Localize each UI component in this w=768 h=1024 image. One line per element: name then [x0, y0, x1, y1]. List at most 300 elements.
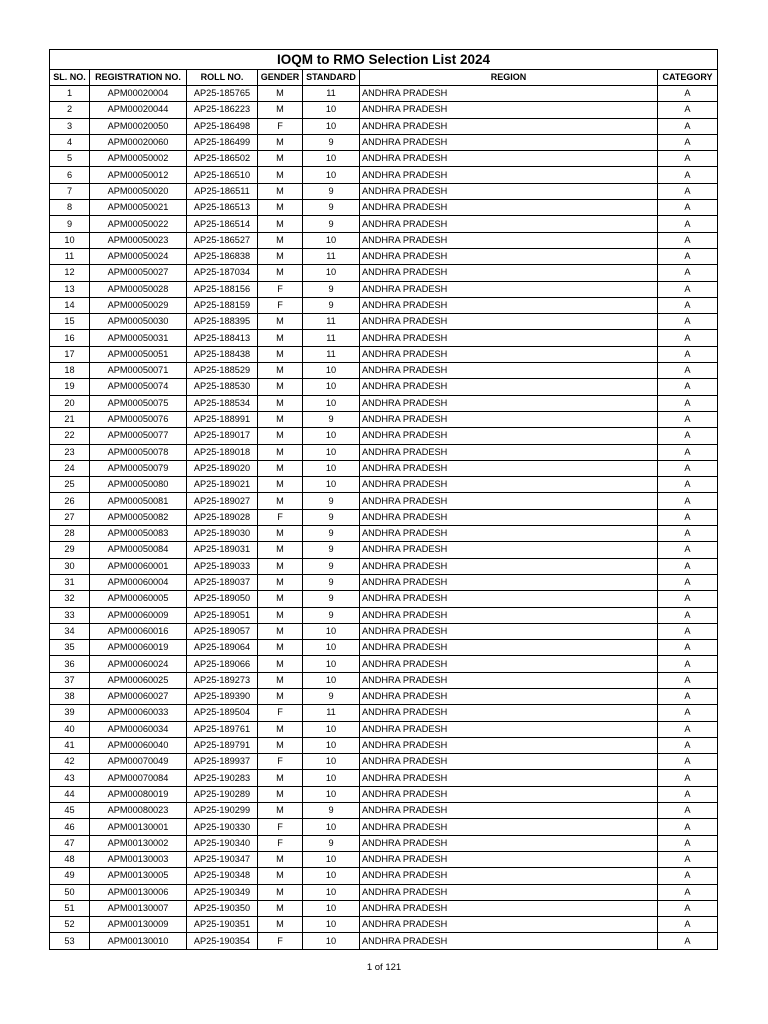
sl-no-cell: 34	[50, 623, 90, 639]
table-row	[50, 672, 718, 688]
region-cell: ANDHRA PRADESH	[360, 493, 658, 509]
roll-no-cell: AP25-189390	[187, 688, 258, 704]
gender-cell: M	[258, 460, 303, 476]
gender-cell: M	[258, 248, 303, 264]
table-row	[50, 265, 718, 281]
sl-no-cell: 48	[50, 851, 90, 867]
table-row	[50, 297, 718, 313]
gender-cell: M	[258, 151, 303, 167]
sl-no-cell: 25	[50, 477, 90, 493]
registration-no-cell: APM00050071	[90, 363, 187, 379]
registration-no-cell: APM00050028	[90, 281, 187, 297]
region-cell: ANDHRA PRADESH	[360, 607, 658, 623]
gender-cell: M	[258, 200, 303, 216]
sl-no-cell: 49	[50, 868, 90, 884]
sl-no-cell: 37	[50, 672, 90, 688]
roll-no-cell: AP25-190340	[187, 835, 258, 851]
table-row	[50, 917, 718, 933]
standard-cell: 10	[303, 167, 360, 183]
sl-no-cell: 51	[50, 900, 90, 916]
table-row	[50, 428, 718, 444]
roll-no-cell: AP25-189037	[187, 574, 258, 590]
table-row	[50, 640, 718, 656]
roll-no-cell: AP25-186499	[187, 134, 258, 150]
standard-cell: 10	[303, 721, 360, 737]
registration-no-cell: APM00060033	[90, 705, 187, 721]
standard-cell: 10	[303, 477, 360, 493]
region-cell: ANDHRA PRADESH	[360, 395, 658, 411]
page-number: 1 of 121	[366, 962, 402, 973]
table-row	[50, 86, 718, 102]
table-row	[50, 118, 718, 134]
roll-no-cell: AP25-190330	[187, 819, 258, 835]
roll-no-cell: AP25-185765	[187, 86, 258, 102]
table-row	[50, 591, 718, 607]
table-row	[50, 460, 718, 476]
roll-no-cell: AP25-189761	[187, 721, 258, 737]
category-cell: A	[658, 281, 718, 297]
category-cell: A	[658, 134, 718, 150]
category-cell: A	[658, 200, 718, 216]
sl-no-cell: 45	[50, 803, 90, 819]
roll-no-cell: AP25-186223	[187, 102, 258, 118]
sl-no-cell: 44	[50, 786, 90, 802]
standard-cell: 9	[303, 542, 360, 558]
sl-no-cell: 12	[50, 265, 90, 281]
table-row	[50, 363, 718, 379]
table-row	[50, 395, 718, 411]
category-cell: A	[658, 509, 718, 525]
standard-cell: 10	[303, 851, 360, 867]
category-cell: A	[658, 786, 718, 802]
category-cell: A	[658, 183, 718, 199]
table-row	[50, 216, 718, 232]
registration-no-cell: APM00050083	[90, 526, 187, 542]
registration-no-cell: APM00020060	[90, 134, 187, 150]
category-cell: A	[658, 363, 718, 379]
roll-no-cell: AP25-189504	[187, 705, 258, 721]
region-cell: ANDHRA PRADESH	[360, 819, 658, 835]
gender-cell: M	[258, 591, 303, 607]
roll-no-cell: AP25-190283	[187, 770, 258, 786]
table-row	[50, 900, 718, 916]
category-cell: A	[658, 737, 718, 753]
region-cell: ANDHRA PRADESH	[360, 933, 658, 949]
gender-cell: M	[258, 607, 303, 623]
roll-no-cell: AP25-188530	[187, 379, 258, 395]
standard-cell: 10	[303, 672, 360, 688]
region-cell: ANDHRA PRADESH	[360, 688, 658, 704]
category-cell: A	[658, 803, 718, 819]
registration-no-cell: APM00050020	[90, 183, 187, 199]
region-cell: ANDHRA PRADESH	[360, 314, 658, 330]
gender-cell: M	[258, 900, 303, 916]
registration-no-cell: APM00060027	[90, 688, 187, 704]
roll-no-cell: AP25-188529	[187, 363, 258, 379]
gender-cell: M	[258, 428, 303, 444]
sl-no-cell: 16	[50, 330, 90, 346]
standard-cell: 9	[303, 688, 360, 704]
sl-no-cell: 39	[50, 705, 90, 721]
gender-cell: M	[258, 623, 303, 639]
table-row	[50, 509, 718, 525]
selection-table	[49, 49, 718, 950]
table-row	[50, 754, 718, 770]
region-cell: ANDHRA PRADESH	[360, 477, 658, 493]
region-cell: ANDHRA PRADESH	[360, 102, 658, 118]
table-row	[50, 688, 718, 704]
registration-no-cell: APM00070084	[90, 770, 187, 786]
region-cell: ANDHRA PRADESH	[360, 917, 658, 933]
registration-no-cell: APM00060004	[90, 574, 187, 590]
category-cell: A	[658, 151, 718, 167]
gender-cell: M	[258, 379, 303, 395]
gender-cell: F	[258, 754, 303, 770]
region-cell: ANDHRA PRADESH	[360, 379, 658, 395]
category-cell: A	[658, 656, 718, 672]
table-row	[50, 330, 718, 346]
standard-cell: 10	[303, 640, 360, 656]
region-cell: ANDHRA PRADESH	[360, 183, 658, 199]
sl-no-cell: 28	[50, 526, 90, 542]
gender-cell: M	[258, 542, 303, 558]
standard-cell: 11	[303, 346, 360, 362]
roll-no-cell: AP25-189050	[187, 591, 258, 607]
roll-no-cell: AP25-188395	[187, 314, 258, 330]
region-cell: ANDHRA PRADESH	[360, 232, 658, 248]
roll-no-cell: AP25-188156	[187, 281, 258, 297]
category-cell: A	[658, 232, 718, 248]
gender-cell: M	[258, 134, 303, 150]
category-cell: A	[658, 411, 718, 427]
standard-cell: 10	[303, 151, 360, 167]
table-row	[50, 183, 718, 199]
roll-no-cell: AP25-186527	[187, 232, 258, 248]
sl-no-cell: 14	[50, 297, 90, 313]
registration-no-cell: APM00050077	[90, 428, 187, 444]
sl-no-cell: 46	[50, 819, 90, 835]
registration-no-cell: APM00130007	[90, 900, 187, 916]
table-row	[50, 200, 718, 216]
standard-cell: 11	[303, 248, 360, 264]
column-header-registration-no: REGISTRATION NO.	[90, 70, 187, 86]
region-cell: ANDHRA PRADESH	[360, 705, 658, 721]
table-row	[50, 542, 718, 558]
sl-no-cell: 10	[50, 232, 90, 248]
sl-no-cell: 9	[50, 216, 90, 232]
roll-no-cell: AP25-188991	[187, 411, 258, 427]
standard-cell: 10	[303, 656, 360, 672]
standard-cell: 9	[303, 591, 360, 607]
sl-no-cell: 26	[50, 493, 90, 509]
gender-cell: M	[258, 167, 303, 183]
registration-no-cell: APM00050031	[90, 330, 187, 346]
roll-no-cell: AP25-189051	[187, 607, 258, 623]
gender-cell: M	[258, 656, 303, 672]
standard-cell: 10	[303, 819, 360, 835]
gender-cell: M	[258, 314, 303, 330]
sl-no-cell: 30	[50, 558, 90, 574]
registration-no-cell: APM00080019	[90, 786, 187, 802]
registration-no-cell: APM00050084	[90, 542, 187, 558]
roll-no-cell: AP25-189028	[187, 509, 258, 525]
sl-no-cell: 4	[50, 134, 90, 150]
sl-no-cell: 47	[50, 835, 90, 851]
table-row	[50, 770, 718, 786]
sl-no-cell: 18	[50, 363, 90, 379]
table-row	[50, 705, 718, 721]
standard-cell: 10	[303, 868, 360, 884]
sl-no-cell: 7	[50, 183, 90, 199]
table-row	[50, 656, 718, 672]
gender-cell: M	[258, 183, 303, 199]
registration-no-cell: APM00020004	[90, 86, 187, 102]
registration-no-cell: APM00020044	[90, 102, 187, 118]
category-cell: A	[658, 428, 718, 444]
sl-no-cell: 23	[50, 444, 90, 460]
sl-no-cell: 24	[50, 460, 90, 476]
standard-cell: 10	[303, 737, 360, 753]
gender-cell: M	[258, 868, 303, 884]
category-cell: A	[658, 346, 718, 362]
roll-no-cell: AP25-189033	[187, 558, 258, 574]
region-cell: ANDHRA PRADESH	[360, 526, 658, 542]
gender-cell: M	[258, 493, 303, 509]
gender-cell: M	[258, 346, 303, 362]
category-cell: A	[658, 688, 718, 704]
region-cell: ANDHRA PRADESH	[360, 167, 658, 183]
standard-cell: 10	[303, 363, 360, 379]
standard-cell: 9	[303, 200, 360, 216]
column-header-standard: STANDARD	[303, 70, 360, 86]
registration-no-cell: APM00130009	[90, 917, 187, 933]
table-row	[50, 851, 718, 867]
roll-no-cell: AP25-189027	[187, 493, 258, 509]
category-cell: A	[658, 265, 718, 281]
roll-no-cell: AP25-189018	[187, 444, 258, 460]
category-cell: A	[658, 542, 718, 558]
table-row	[50, 803, 718, 819]
sl-no-cell: 41	[50, 737, 90, 753]
sl-no-cell: 17	[50, 346, 90, 362]
gender-cell: F	[258, 933, 303, 949]
region-cell: ANDHRA PRADESH	[360, 216, 658, 232]
category-cell: A	[658, 379, 718, 395]
registration-no-cell: APM00060034	[90, 721, 187, 737]
region-cell: ANDHRA PRADESH	[360, 558, 658, 574]
registration-no-cell: APM00050082	[90, 509, 187, 525]
registration-no-cell: APM00050074	[90, 379, 187, 395]
sl-no-cell: 43	[50, 770, 90, 786]
region-cell: ANDHRA PRADESH	[360, 411, 658, 427]
table-row	[50, 493, 718, 509]
category-cell: A	[658, 248, 718, 264]
registration-no-cell: APM00130002	[90, 835, 187, 851]
registration-no-cell: APM00060019	[90, 640, 187, 656]
table-row	[50, 868, 718, 884]
sl-no-cell: 32	[50, 591, 90, 607]
column-header-region: REGION	[360, 70, 658, 86]
standard-cell: 10	[303, 118, 360, 134]
gender-cell: F	[258, 835, 303, 851]
standard-cell: 9	[303, 216, 360, 232]
category-cell: A	[658, 754, 718, 770]
table-row	[50, 884, 718, 900]
registration-no-cell: APM00130005	[90, 868, 187, 884]
gender-cell: F	[258, 297, 303, 313]
category-cell: A	[658, 705, 718, 721]
category-cell: A	[658, 216, 718, 232]
standard-cell: 10	[303, 900, 360, 916]
gender-cell: F	[258, 281, 303, 297]
registration-no-cell: APM00060001	[90, 558, 187, 574]
region-cell: ANDHRA PRADESH	[360, 330, 658, 346]
sl-no-cell: 20	[50, 395, 90, 411]
gender-cell: M	[258, 737, 303, 753]
region-cell: ANDHRA PRADESH	[360, 640, 658, 656]
standard-cell: 9	[303, 281, 360, 297]
registration-no-cell: APM00050012	[90, 167, 187, 183]
registration-no-cell: APM00130003	[90, 851, 187, 867]
page-title: IOQM to RMO Selection List 2024	[50, 50, 718, 70]
category-cell: A	[658, 574, 718, 590]
sl-no-cell: 36	[50, 656, 90, 672]
registration-no-cell: APM00050021	[90, 200, 187, 216]
category-cell: A	[658, 460, 718, 476]
table-row	[50, 558, 718, 574]
table-row	[50, 721, 718, 737]
table-row	[50, 314, 718, 330]
region-cell: ANDHRA PRADESH	[360, 428, 658, 444]
registration-no-cell: APM00050029	[90, 297, 187, 313]
table-row	[50, 444, 718, 460]
gender-cell: M	[258, 526, 303, 542]
selection-list-sheet	[49, 49, 717, 950]
region-cell: ANDHRA PRADESH	[360, 884, 658, 900]
registration-no-cell: APM00060005	[90, 591, 187, 607]
gender-cell: M	[258, 688, 303, 704]
category-cell: A	[658, 819, 718, 835]
category-cell: A	[658, 444, 718, 460]
roll-no-cell: AP25-186510	[187, 167, 258, 183]
standard-cell: 9	[303, 411, 360, 427]
gender-cell: F	[258, 118, 303, 134]
roll-no-cell: AP25-189057	[187, 623, 258, 639]
registration-no-cell: APM00050051	[90, 346, 187, 362]
standard-cell: 9	[303, 509, 360, 525]
registration-no-cell: APM00070049	[90, 754, 187, 770]
standard-cell: 9	[303, 558, 360, 574]
sl-no-cell: 15	[50, 314, 90, 330]
category-cell: A	[658, 558, 718, 574]
standard-cell: 10	[303, 460, 360, 476]
category-cell: A	[658, 672, 718, 688]
roll-no-cell: AP25-186511	[187, 183, 258, 199]
table-row	[50, 933, 718, 949]
standard-cell: 9	[303, 835, 360, 851]
region-cell: ANDHRA PRADESH	[360, 721, 658, 737]
standard-cell: 10	[303, 395, 360, 411]
gender-cell: M	[258, 558, 303, 574]
region-cell: ANDHRA PRADESH	[360, 754, 658, 770]
roll-no-cell: AP25-186514	[187, 216, 258, 232]
gender-cell: M	[258, 232, 303, 248]
category-cell: A	[658, 900, 718, 916]
roll-no-cell: AP25-188159	[187, 297, 258, 313]
sl-no-cell: 53	[50, 933, 90, 949]
roll-no-cell: AP25-190349	[187, 884, 258, 900]
sl-no-cell: 38	[50, 688, 90, 704]
registration-no-cell: APM00050027	[90, 265, 187, 281]
table-body	[50, 86, 718, 950]
standard-cell: 9	[303, 526, 360, 542]
category-cell: A	[658, 493, 718, 509]
roll-no-cell: AP25-190299	[187, 803, 258, 819]
region-cell: ANDHRA PRADESH	[360, 134, 658, 150]
roll-no-cell: AP25-189017	[187, 428, 258, 444]
category-cell: A	[658, 623, 718, 639]
standard-cell: 11	[303, 705, 360, 721]
registration-no-cell: APM00050024	[90, 248, 187, 264]
standard-cell: 10	[303, 623, 360, 639]
region-cell: ANDHRA PRADESH	[360, 786, 658, 802]
registration-no-cell: APM00050079	[90, 460, 187, 476]
standard-cell: 9	[303, 574, 360, 590]
gender-cell: M	[258, 786, 303, 802]
region-cell: ANDHRA PRADESH	[360, 656, 658, 672]
registration-no-cell: APM00050080	[90, 477, 187, 493]
roll-no-cell: AP25-188438	[187, 346, 258, 362]
roll-no-cell: AP25-186513	[187, 200, 258, 216]
table-row	[50, 574, 718, 590]
gender-cell: F	[258, 509, 303, 525]
category-cell: A	[658, 395, 718, 411]
registration-no-cell: APM00130010	[90, 933, 187, 949]
standard-cell: 11	[303, 86, 360, 102]
standard-cell: 10	[303, 786, 360, 802]
gender-cell: M	[258, 640, 303, 656]
roll-no-cell: AP25-186498	[187, 118, 258, 134]
table-row	[50, 134, 718, 150]
roll-no-cell: AP25-188413	[187, 330, 258, 346]
table-row	[50, 411, 718, 427]
roll-no-cell: AP25-187034	[187, 265, 258, 281]
table-row	[50, 477, 718, 493]
gender-cell: M	[258, 330, 303, 346]
category-cell: A	[658, 933, 718, 949]
registration-no-cell: APM00130001	[90, 819, 187, 835]
roll-no-cell: AP25-189030	[187, 526, 258, 542]
gender-cell: M	[258, 672, 303, 688]
table-row	[50, 167, 718, 183]
sl-no-cell: 19	[50, 379, 90, 395]
roll-no-cell: AP25-189791	[187, 737, 258, 753]
table-row	[50, 232, 718, 248]
table-row	[50, 835, 718, 851]
category-cell: A	[658, 851, 718, 867]
region-cell: ANDHRA PRADESH	[360, 265, 658, 281]
standard-cell: 11	[303, 330, 360, 346]
roll-no-cell: AP25-189021	[187, 477, 258, 493]
category-cell: A	[658, 314, 718, 330]
table-row	[50, 737, 718, 753]
standard-cell: 10	[303, 232, 360, 248]
category-cell: A	[658, 835, 718, 851]
sl-no-cell: 50	[50, 884, 90, 900]
registration-no-cell: APM00050078	[90, 444, 187, 460]
table-row	[50, 281, 718, 297]
table-row	[50, 526, 718, 542]
